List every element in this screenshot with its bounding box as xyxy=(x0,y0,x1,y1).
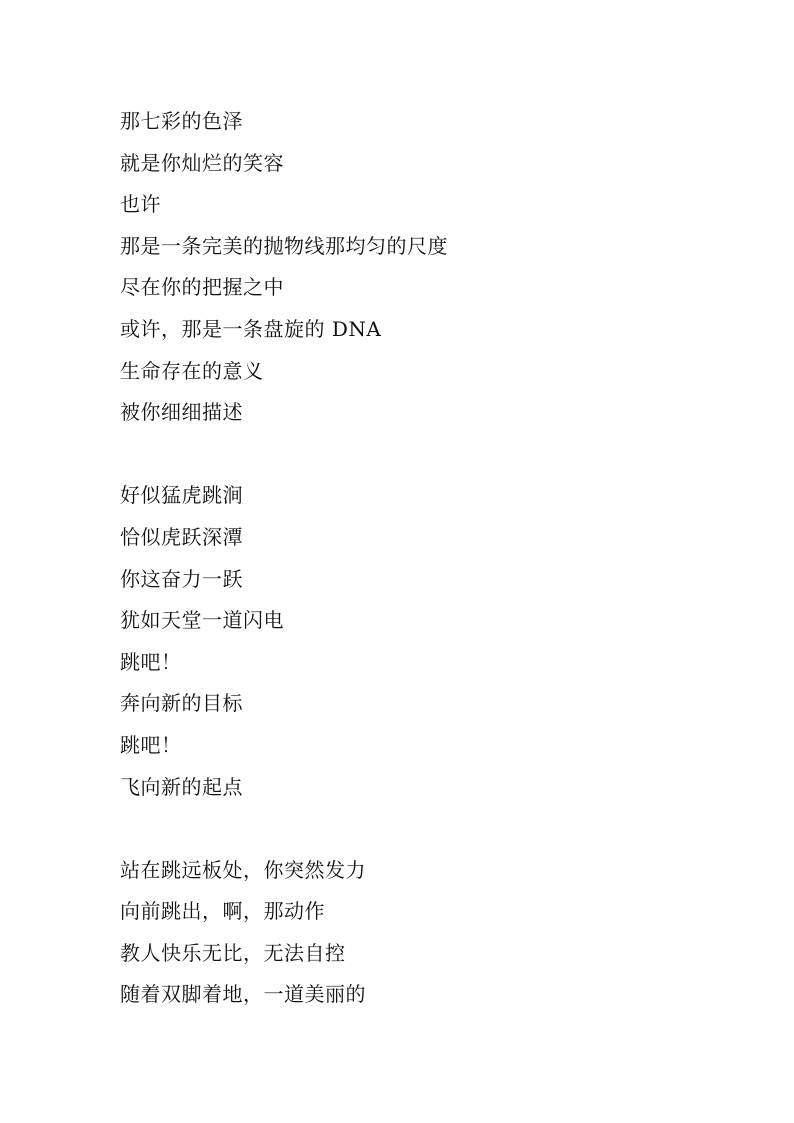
stanza-break xyxy=(120,808,720,850)
poem-line: 尽在你的把握之中 xyxy=(120,275,284,300)
poem-line: 奔向新的目标 xyxy=(120,691,243,716)
poem-line: 被你细细描述 xyxy=(120,400,243,425)
poem-line: 跳吧！ xyxy=(120,649,182,674)
poem-line: 你这奋力一跃 xyxy=(120,566,243,591)
stanza-break xyxy=(120,434,720,476)
poem-line: 向前跳出，啊，那动作 xyxy=(120,899,325,924)
poem-line: 好似猛虎跳涧 xyxy=(120,483,243,508)
poem-line: 或许，那是一条盘旋的 DNA xyxy=(120,316,382,341)
poem-line: 教人快乐无比，无法自控 xyxy=(120,940,346,965)
poem-line: 那七彩的色泽 xyxy=(120,109,243,133)
stanza-2 xyxy=(120,475,720,808)
poem-line: 站在跳远板处，你突然发力 xyxy=(120,857,366,882)
poem-line: 犹如天堂一道闪电 xyxy=(120,608,284,633)
poem-body xyxy=(120,101,720,1016)
poem-line: 飞向新的起点 xyxy=(120,774,243,799)
poem-line: 随着双脚着地，一道美丽的 xyxy=(120,982,366,1007)
stanza-3 xyxy=(120,850,720,1016)
poem-line: 恰似虎跃深潭 xyxy=(120,524,243,549)
poem-line: 就是你灿烂的笑容 xyxy=(120,150,284,175)
stanza-1 xyxy=(120,101,720,434)
poem-line: 跳吧！ xyxy=(120,732,182,757)
poem-line: 生命存在的意义 xyxy=(120,358,264,383)
poem-line: 那是一条完美的抛物线那均匀的尺度 xyxy=(120,233,448,258)
poem-line: 也许 xyxy=(120,192,161,217)
